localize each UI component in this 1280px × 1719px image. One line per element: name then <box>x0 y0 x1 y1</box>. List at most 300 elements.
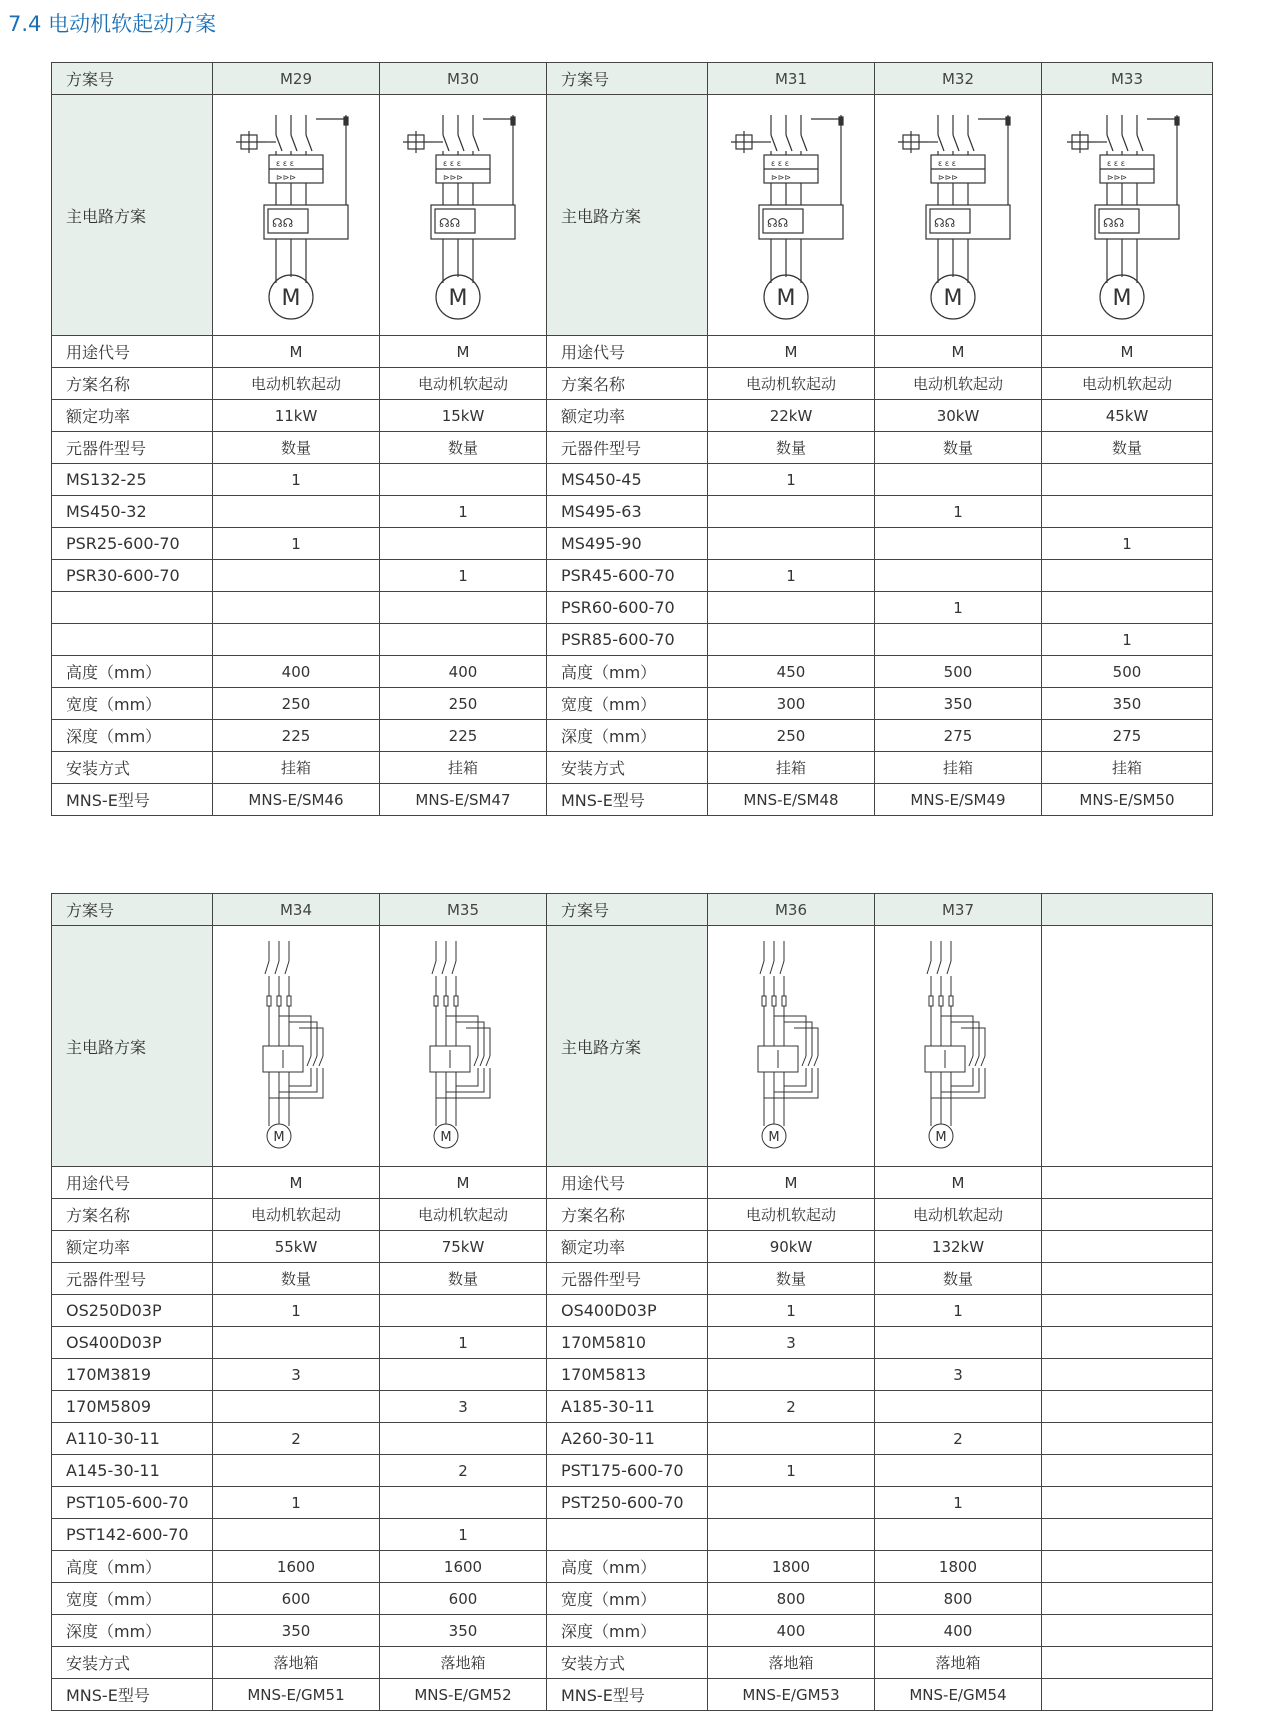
row-label: 方案号 <box>52 894 213 926</box>
svg-text:☊☊: ☊☊ <box>272 216 294 230</box>
value-cell: 400 <box>708 1615 875 1647</box>
diagram-cell <box>213 95 380 336</box>
value-cell <box>708 1423 875 1455</box>
value-cell <box>213 496 380 528</box>
value-cell: 1 <box>380 1519 547 1551</box>
value-cell <box>1042 1423 1213 1455</box>
row-label: 方案名称 <box>52 1199 213 1231</box>
row-label: 用途代号 <box>547 336 708 368</box>
row-label: 高度（mm） <box>52 1551 213 1583</box>
table-row <box>52 1551 1213 1583</box>
value-cell: M34 <box>213 894 380 926</box>
svg-text:ε ε ε: ε ε ε <box>443 159 462 168</box>
value-cell: 1 <box>213 1487 380 1519</box>
row-label: 方案号 <box>547 894 708 926</box>
row-label: 用途代号 <box>52 336 213 368</box>
table-row <box>52 1327 1213 1359</box>
value-cell: 2 <box>213 1423 380 1455</box>
row-label: 宽度（mm） <box>52 688 213 720</box>
svg-text:M: M <box>776 286 796 311</box>
value-cell: 电动机软起动 <box>380 1199 547 1231</box>
value-cell <box>1042 1167 1213 1199</box>
value-cell: 1 <box>708 560 875 592</box>
row-label: MNS-E型号 <box>52 784 213 816</box>
value-cell: 1 <box>213 1295 380 1327</box>
row-label: 用途代号 <box>52 1167 213 1199</box>
table-row <box>52 336 1213 368</box>
table-row <box>52 1519 1213 1551</box>
row-label: 方案号 <box>52 63 213 95</box>
svg-text:ε ε ε: ε ε ε <box>938 159 957 168</box>
diagram-cell <box>1042 95 1213 336</box>
value-cell <box>1042 1359 1213 1391</box>
row-label: 方案号 <box>547 63 708 95</box>
value-cell <box>380 592 547 624</box>
value-cell: 挂箱 <box>213 752 380 784</box>
value-cell: 2 <box>380 1455 547 1487</box>
row-label: A185-30-11 <box>547 1391 708 1423</box>
table-row <box>52 1167 1213 1199</box>
value-cell: M36 <box>708 894 875 926</box>
table-row <box>52 592 1213 624</box>
value-cell <box>1042 1647 1213 1679</box>
main-circuit-diagram <box>746 936 836 1156</box>
svg-text:ε ε ε: ε ε ε <box>1107 159 1126 168</box>
value-cell <box>213 1519 380 1551</box>
value-cell: 800 <box>708 1583 875 1615</box>
row-label: 宽度（mm） <box>547 688 708 720</box>
value-cell: 225 <box>213 720 380 752</box>
value-cell: 3 <box>213 1359 380 1391</box>
value-cell <box>380 1359 547 1391</box>
value-cell: 350 <box>213 1615 380 1647</box>
value-cell: 电动机软起动 <box>213 1199 380 1231</box>
value-cell <box>213 560 380 592</box>
value-cell <box>380 1487 547 1519</box>
value-cell <box>708 624 875 656</box>
table-row <box>52 1455 1213 1487</box>
value-cell: M <box>875 336 1042 368</box>
value-cell: 3 <box>380 1391 547 1423</box>
main-circuit-diagram <box>898 105 1018 325</box>
value-cell <box>875 1327 1042 1359</box>
table-row <box>52 1359 1213 1391</box>
value-cell: 275 <box>1042 720 1213 752</box>
table-row <box>52 432 1213 464</box>
value-cell: 数量 <box>875 1263 1042 1295</box>
value-cell: 300 <box>708 688 875 720</box>
value-cell <box>708 1519 875 1551</box>
value-cell: 275 <box>875 720 1042 752</box>
value-cell: 350 <box>380 1615 547 1647</box>
diagram-cell <box>380 926 547 1167</box>
value-cell <box>1042 1455 1213 1487</box>
value-cell: 3 <box>875 1359 1042 1391</box>
value-cell: M <box>213 1167 380 1199</box>
table-row <box>52 624 1213 656</box>
value-cell: 250 <box>213 688 380 720</box>
value-cell: 350 <box>875 688 1042 720</box>
value-cell: 落地箱 <box>875 1647 1042 1679</box>
svg-text:☊☊: ☊☊ <box>439 216 461 230</box>
row-label: 元器件型号 <box>52 432 213 464</box>
row-label <box>547 1519 708 1551</box>
value-cell: 电动机软起动 <box>708 1199 875 1231</box>
table-row <box>52 656 1213 688</box>
row-label: 安装方式 <box>547 752 708 784</box>
value-cell: 落地箱 <box>708 1647 875 1679</box>
row-label: 主电路方案 <box>547 926 708 1167</box>
value-cell: M <box>380 1167 547 1199</box>
row-label: MNS-E型号 <box>547 784 708 816</box>
value-cell <box>213 624 380 656</box>
diagram-cell <box>1042 926 1213 1167</box>
value-cell: M30 <box>380 63 547 95</box>
value-cell: 1 <box>213 464 380 496</box>
value-cell: 500 <box>875 656 1042 688</box>
value-cell: M32 <box>875 63 1042 95</box>
row-label: 方案名称 <box>547 368 708 400</box>
value-cell: 800 <box>875 1583 1042 1615</box>
value-cell <box>1042 464 1213 496</box>
main-circuit-diagram <box>731 105 851 325</box>
value-cell <box>875 464 1042 496</box>
row-label: A110-30-11 <box>52 1423 213 1455</box>
svg-text:⊳⊳⊳: ⊳⊳⊳ <box>938 173 959 182</box>
main-circuit-diagram <box>236 105 356 325</box>
value-cell: 1 <box>380 496 547 528</box>
row-label: 主电路方案 <box>52 95 213 336</box>
value-cell <box>213 592 380 624</box>
row-label: MNS-E型号 <box>547 1679 708 1711</box>
value-cell <box>708 496 875 528</box>
svg-text:⊳⊳⊳: ⊳⊳⊳ <box>1107 173 1128 182</box>
value-cell <box>875 1519 1042 1551</box>
table-row <box>52 752 1213 784</box>
value-cell: MNS-E/GM52 <box>380 1679 547 1711</box>
value-cell <box>1042 1583 1213 1615</box>
value-cell <box>708 1359 875 1391</box>
value-cell: 132kW <box>875 1231 1042 1263</box>
value-cell <box>213 1391 380 1423</box>
row-label: MNS-E型号 <box>52 1679 213 1711</box>
value-cell <box>1042 1551 1213 1583</box>
value-cell <box>1042 1391 1213 1423</box>
value-cell: 数量 <box>875 432 1042 464</box>
table-row <box>52 894 1213 926</box>
value-cell <box>380 528 547 560</box>
table-row <box>52 63 1213 95</box>
table-row <box>52 1487 1213 1519</box>
row-label: 宽度（mm） <box>52 1583 213 1615</box>
value-cell: 3 <box>708 1327 875 1359</box>
row-label: OS400D03P <box>52 1327 213 1359</box>
row-label: 元器件型号 <box>52 1263 213 1295</box>
svg-text:⊳⊳⊳: ⊳⊳⊳ <box>443 173 464 182</box>
value-cell: 挂箱 <box>875 752 1042 784</box>
value-cell: 数量 <box>380 432 547 464</box>
row-label: 元器件型号 <box>547 1263 708 1295</box>
svg-text:☊☊: ☊☊ <box>767 216 789 230</box>
svg-text:M: M <box>273 1130 285 1145</box>
row-label <box>52 624 213 656</box>
value-cell: 挂箱 <box>708 752 875 784</box>
value-cell <box>708 592 875 624</box>
value-cell <box>708 528 875 560</box>
value-cell <box>1042 560 1213 592</box>
diagram-cell <box>708 926 875 1167</box>
table-row <box>52 464 1213 496</box>
value-cell: 90kW <box>708 1231 875 1263</box>
row-label: 宽度（mm） <box>547 1583 708 1615</box>
value-cell <box>875 624 1042 656</box>
spec-table-1 <box>51 62 1213 816</box>
value-cell: 1 <box>1042 528 1213 560</box>
diagram-cell <box>380 95 547 336</box>
value-cell: 挂箱 <box>380 752 547 784</box>
row-label: 元器件型号 <box>547 432 708 464</box>
row-label <box>52 592 213 624</box>
main-circuit-diagram <box>418 936 508 1156</box>
value-cell: 电动机软起动 <box>213 368 380 400</box>
row-label: 170M3819 <box>52 1359 213 1391</box>
value-cell: 22kW <box>708 400 875 432</box>
svg-text:M: M <box>935 1130 947 1145</box>
value-cell <box>875 560 1042 592</box>
row-label: 额定功率 <box>547 400 708 432</box>
value-cell: 1 <box>708 464 875 496</box>
table-row <box>52 368 1213 400</box>
value-cell: 400 <box>213 656 380 688</box>
value-cell: 225 <box>380 720 547 752</box>
row-label: 主电路方案 <box>547 95 708 336</box>
main-circuit-diagram <box>1067 105 1187 325</box>
value-cell: M33 <box>1042 63 1213 95</box>
table-row <box>52 1199 1213 1231</box>
value-cell: M <box>1042 336 1213 368</box>
table-row <box>52 1391 1213 1423</box>
value-cell: 数量 <box>708 1263 875 1295</box>
value-cell <box>380 1423 547 1455</box>
row-label: 额定功率 <box>547 1231 708 1263</box>
diagram-cell <box>213 926 380 1167</box>
svg-text:M: M <box>440 1130 452 1145</box>
value-cell <box>1042 1327 1213 1359</box>
row-label: 用途代号 <box>547 1167 708 1199</box>
row-label: MS495-90 <box>547 528 708 560</box>
svg-text:M: M <box>1112 286 1132 311</box>
table-row <box>52 720 1213 752</box>
value-cell <box>380 624 547 656</box>
row-label: 170M5813 <box>547 1359 708 1391</box>
row-label: MS450-32 <box>52 496 213 528</box>
value-cell <box>1042 1231 1213 1263</box>
value-cell: 11kW <box>213 400 380 432</box>
svg-text:⊳⊳⊳: ⊳⊳⊳ <box>771 173 792 182</box>
table-row <box>52 1423 1213 1455</box>
value-cell: 数量 <box>213 1263 380 1295</box>
value-cell <box>1042 894 1213 926</box>
row-label: OS400D03P <box>547 1295 708 1327</box>
row-label: 高度（mm） <box>52 656 213 688</box>
row-label: MS132-25 <box>52 464 213 496</box>
row-label: PSR45-600-70 <box>547 560 708 592</box>
value-cell: 600 <box>380 1583 547 1615</box>
value-cell: 450 <box>708 656 875 688</box>
value-cell: 250 <box>708 720 875 752</box>
value-cell <box>1042 1199 1213 1231</box>
table-row <box>52 1583 1213 1615</box>
table-row <box>52 1231 1213 1263</box>
value-cell: 600 <box>213 1583 380 1615</box>
value-cell: 2 <box>875 1423 1042 1455</box>
row-label: PSR25-600-70 <box>52 528 213 560</box>
value-cell: MNS-E/GM54 <box>875 1679 1042 1711</box>
value-cell: 350 <box>1042 688 1213 720</box>
value-cell: 数量 <box>708 432 875 464</box>
svg-text:M: M <box>943 286 963 311</box>
value-cell: MNS-E/SM50 <box>1042 784 1213 816</box>
svg-text:☊☊: ☊☊ <box>934 216 956 230</box>
value-cell: 1 <box>380 560 547 592</box>
row-label: PST105-600-70 <box>52 1487 213 1519</box>
value-cell: M35 <box>380 894 547 926</box>
value-cell: M <box>875 1167 1042 1199</box>
diagram-cell <box>708 95 875 336</box>
value-cell: 1 <box>875 592 1042 624</box>
table-row <box>52 784 1213 816</box>
value-cell <box>1042 592 1213 624</box>
value-cell: 数量 <box>1042 432 1213 464</box>
svg-text:M: M <box>281 286 301 311</box>
row-label: 额定功率 <box>52 400 213 432</box>
value-cell: MNS-E/GM51 <box>213 1679 380 1711</box>
value-cell: 数量 <box>213 432 380 464</box>
value-cell <box>1042 1615 1213 1647</box>
row-label: 安装方式 <box>52 1647 213 1679</box>
value-cell: 1 <box>875 496 1042 528</box>
row-label: 方案名称 <box>52 368 213 400</box>
value-cell <box>875 1391 1042 1423</box>
table-row <box>52 926 1213 1167</box>
table-row <box>52 528 1213 560</box>
svg-text:M: M <box>448 286 468 311</box>
value-cell <box>1042 1487 1213 1519</box>
value-cell: 75kW <box>380 1231 547 1263</box>
row-label: MS450-45 <box>547 464 708 496</box>
value-cell: 1 <box>213 528 380 560</box>
value-cell: MNS-E/SM49 <box>875 784 1042 816</box>
row-label: 额定功率 <box>52 1231 213 1263</box>
table-row <box>52 1295 1213 1327</box>
value-cell <box>875 1455 1042 1487</box>
value-cell <box>380 1295 547 1327</box>
row-label: 深度（mm） <box>547 1615 708 1647</box>
value-cell: MNS-E/SM46 <box>213 784 380 816</box>
svg-text:☊☊: ☊☊ <box>1103 216 1125 230</box>
value-cell: 电动机软起动 <box>875 1199 1042 1231</box>
value-cell <box>1042 1679 1213 1711</box>
value-cell: 1600 <box>380 1551 547 1583</box>
value-cell <box>1042 1263 1213 1295</box>
svg-text:⊳⊳⊳: ⊳⊳⊳ <box>276 173 297 182</box>
value-cell: 1800 <box>708 1551 875 1583</box>
value-cell <box>1042 1519 1213 1551</box>
value-cell: 400 <box>875 1615 1042 1647</box>
value-cell: 电动机软起动 <box>1042 368 1213 400</box>
value-cell: 电动机软起动 <box>708 368 875 400</box>
svg-text:M: M <box>768 1130 780 1145</box>
table-row <box>52 1615 1213 1647</box>
value-cell: M <box>708 1167 875 1199</box>
value-cell: 数量 <box>380 1263 547 1295</box>
value-cell: 2 <box>708 1391 875 1423</box>
table-row <box>52 95 1213 336</box>
value-cell <box>213 1455 380 1487</box>
value-cell <box>708 1487 875 1519</box>
value-cell <box>213 1327 380 1359</box>
value-cell: MNS-E/GM53 <box>708 1679 875 1711</box>
value-cell: M29 <box>213 63 380 95</box>
main-circuit-diagram <box>403 105 523 325</box>
row-label: PST175-600-70 <box>547 1455 708 1487</box>
value-cell: 落地箱 <box>213 1647 380 1679</box>
value-cell: 1 <box>875 1487 1042 1519</box>
value-cell: 1 <box>380 1327 547 1359</box>
row-label: 主电路方案 <box>52 926 213 1167</box>
value-cell: MNS-E/SM47 <box>380 784 547 816</box>
table-row <box>52 1263 1213 1295</box>
row-label: 深度（mm） <box>52 1615 213 1647</box>
value-cell <box>380 464 547 496</box>
value-cell: MNS-E/SM48 <box>708 784 875 816</box>
value-cell: M31 <box>708 63 875 95</box>
row-label: A145-30-11 <box>52 1455 213 1487</box>
value-cell: 45kW <box>1042 400 1213 432</box>
row-label: 高度（mm） <box>547 656 708 688</box>
spec-table-2 <box>51 893 1213 1711</box>
value-cell: M <box>380 336 547 368</box>
table-row <box>52 496 1213 528</box>
row-label: 高度（mm） <box>547 1551 708 1583</box>
section-title: 7.4 电动机软起动方案 <box>8 12 217 36</box>
value-cell: M37 <box>875 894 1042 926</box>
value-cell <box>1042 1295 1213 1327</box>
value-cell: 落地箱 <box>380 1647 547 1679</box>
table-row <box>52 1679 1213 1711</box>
row-label: OS250D03P <box>52 1295 213 1327</box>
value-cell: 30kW <box>875 400 1042 432</box>
row-label: 安装方式 <box>547 1647 708 1679</box>
row-label: 安装方式 <box>52 752 213 784</box>
value-cell: 1 <box>708 1295 875 1327</box>
value-cell: 挂箱 <box>1042 752 1213 784</box>
row-label: PST250-600-70 <box>547 1487 708 1519</box>
main-circuit-diagram <box>913 936 1003 1156</box>
table-row <box>52 560 1213 592</box>
svg-text:ε ε ε: ε ε ε <box>771 159 790 168</box>
value-cell <box>1042 496 1213 528</box>
diagram-cell <box>875 926 1042 1167</box>
row-label: 深度（mm） <box>547 720 708 752</box>
value-cell: M <box>708 336 875 368</box>
value-cell: 1800 <box>875 1551 1042 1583</box>
row-label: MS495-63 <box>547 496 708 528</box>
row-label: PST142-600-70 <box>52 1519 213 1551</box>
value-cell: 55kW <box>213 1231 380 1263</box>
value-cell: 15kW <box>380 400 547 432</box>
diagram-cell <box>875 95 1042 336</box>
